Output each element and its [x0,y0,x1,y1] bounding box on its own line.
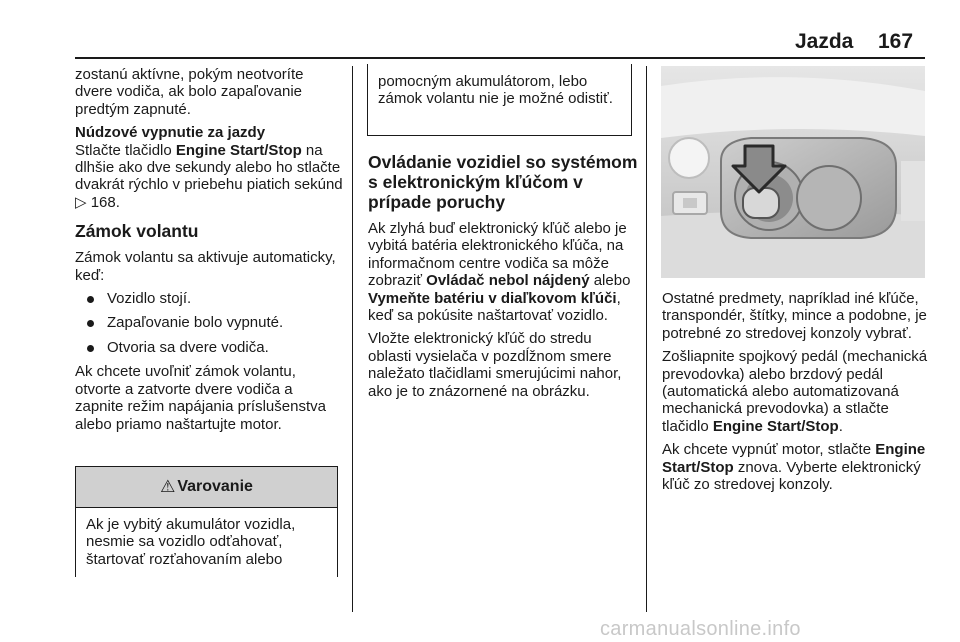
page-header [0,0,960,56]
engine-start-stop-label: Engine Start/Stop [175,141,302,159]
remove-objects-paragraph: Ostatné predmety, napríklad iné kľúče, transpondér, štítky, mince a podobne, je potrebné zo stredovej konzoly vybrať. [662,290,927,342]
section-title: Jazda [795,30,854,53]
message-replace-battery: Vymeňte batériu v diaľkovom kľúči [368,289,617,307]
warning-box [75,466,338,577]
engine-start-stop-label: Engine Start/Stop [712,417,839,435]
intro-paragraph: zostanú aktívne, pokým neotvoríte dvere vodiča, ak bolo zapaľovanie predtým zapnuté. [75,66,304,118]
warning-title-bar [76,467,337,508]
steering-lock-heading: Zámok volantu [75,221,199,242]
steering-lock-release: Ak chcete uvoľniť zámok volantu, otvorte a zatvorte dvere vodiča a zapnite režim napájania príslušenstva alebo priamo naštartujte motor. [75,363,326,433]
warning-continued-box: pomocným akumulátorom, lebo zámok volantu nie je možné odistiť. [367,64,632,136]
page-number: 167 [878,30,914,53]
column-divider-2 [646,66,647,612]
warning-title: Varovanie [177,478,253,495]
center-console-illustration [661,66,925,278]
column-3 [662,290,928,499]
list-item: Otvoria sa dvere vodiča. [75,339,343,356]
warning-text: Ak je vybitý akumulátor vozidla, nesmie sa vozidlo odťahovať, štartovať rozťahovaním alebo [86,516,296,568]
engine-start-stop-label: Engine Start/Stop [662,441,926,476]
watermark: carmanualsonline.info [600,618,801,640]
emergency-paragraph: Stlačte tlačidlo Engine Start/Stop na dlhšie ako dve sekundy alebo ho stlačte dvakrát rýchlo v priebehu piatich sekúnd ▷ 168. [75,141,343,211]
press-pedal-paragraph: Zošliapnite spojkový pedál (mechanická prevodovka) alebo brzdový pedál (automatická alebo automatizovaná mechanická prevodovka) a stlačte tlačidlo Engine Start/Stop. [662,348,928,435]
header-rule [75,57,925,59]
key-placement-paragraph: Vložte elektronický kľúč do stredu oblasti vysielača v pozdĺžnom smere naležato tlačidlami smerujúcimi nahor, ako je to znázornené na obrázku. [368,330,622,400]
switch-off-paragraph: Ak chcete vypnúť motor, stlačte Engine Start/Stop znova. Vyberte elektronický kľúč zo stredovej konzoly. [662,441,926,494]
emergency-title: Núdzové vypnutie za jazdy [75,124,266,142]
center-console-figure [661,66,925,278]
message-not-detected: Ovládač nebol nájdený [426,272,590,290]
key-failure-paragraph: Ak zlyhá buď elektronický kľúč alebo je vybitá batéria elektronického kľúča, na informačnom centre vodiča sa môže zobraziť Ovládač nebol nájdený alebo Vymeňte batériu v diaľkovom kľúči, keď sa pokúsite naštartovať vozidlo. [368,220,631,325]
page-ref-icon: ▷ [75,193,87,211]
warning-icon: ⚠ [160,477,176,496]
steering-lock-intro: Zámok volantu sa aktivuje automaticky, keď: [75,249,336,284]
list-item: Vozidlo stojí. [75,290,343,307]
column-1 [75,66,343,439]
column-divider-1 [352,66,353,612]
steering-lock-conditions [75,290,343,356]
list-item: Zapaľovanie bolo vypnuté. [75,314,343,331]
electronic-key-failure-heading: Ovládanie vozidiel so systémom s elektronickým kľúčom v prípade poruchy [368,152,638,212]
column-2 [368,142,638,406]
